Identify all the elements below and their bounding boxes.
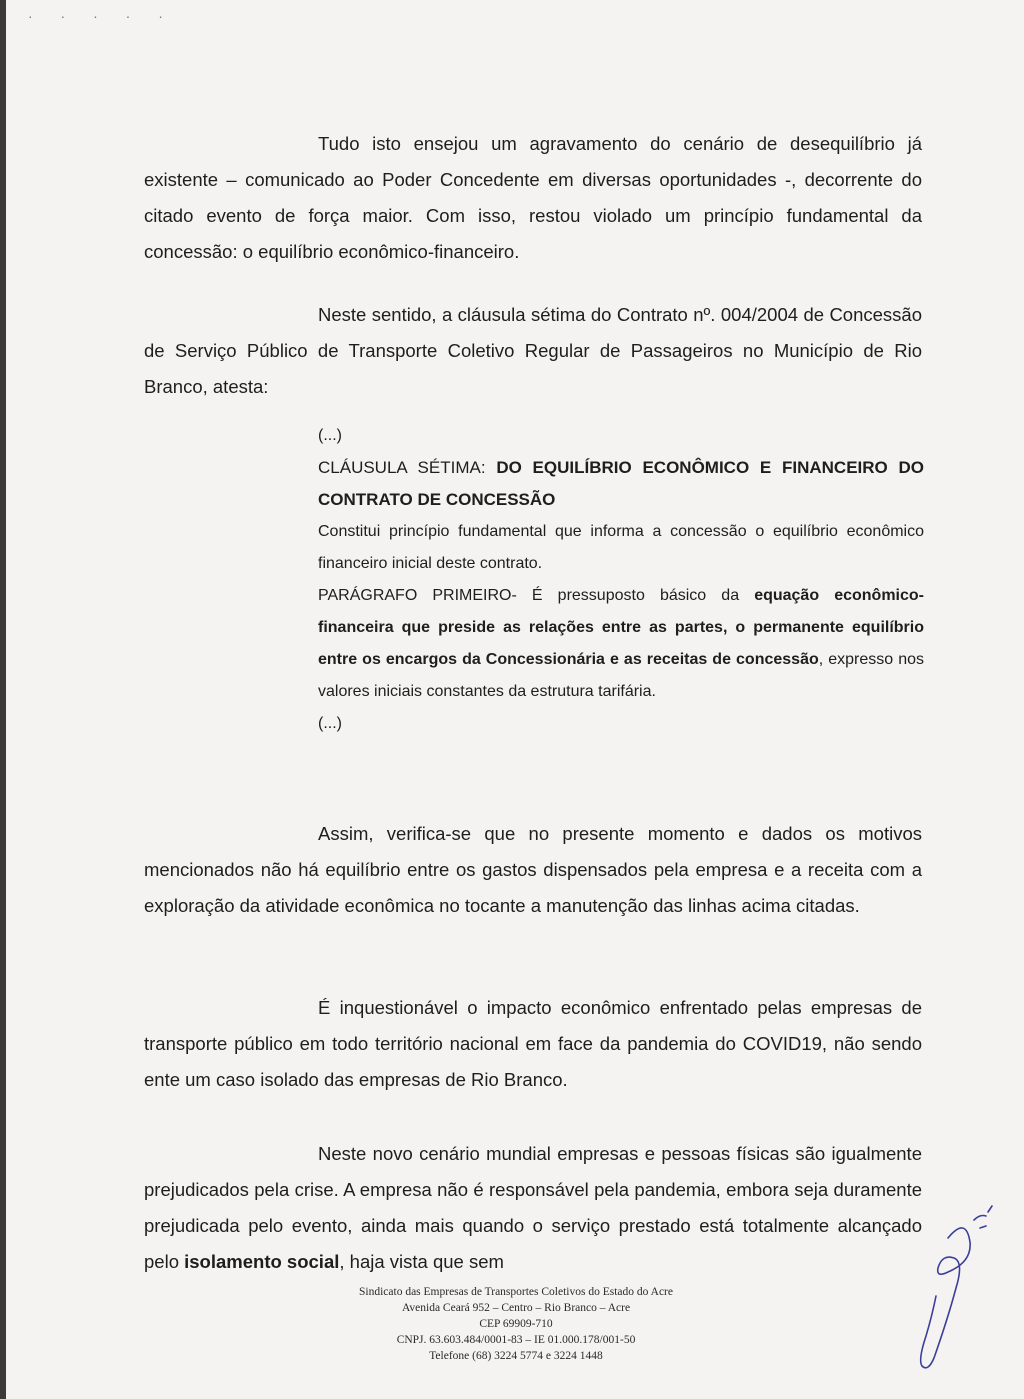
paragraph-2-text: Neste sentido, a cláusula sétima do Contrato nº. 004/2004 de Concessão de Serviço Público de Transporte Coletivo Regular de Passageiros no Município de Rio Branco, atesta: xyxy=(144,304,922,397)
paragraph-5-after: , haja vista que sem xyxy=(339,1251,504,1272)
footer-line-1: Sindicato das Empresas de Transportes Coletivos do Estado do Acre xyxy=(359,1286,673,1298)
paragraph-primeiro xyxy=(318,580,924,708)
paragraph-1-text: Tudo isto ensejou um agravamento do cenário de desequilíbrio já existente – comunicado ao Poder Concedente em diversas oportunidades -, decorrente do citado evento de força maior. Com isso, restou violado um princípio fundamental da concessão: o equilíbrio econômico-financeiro. xyxy=(144,133,922,262)
document-page xyxy=(6,0,1024,1399)
clause-title: DO EQUILÍBRIO ECONÔMICO E FINANCEIRO DO CONTRATO DE CONCESSÃO xyxy=(318,458,925,509)
handwritten-signature xyxy=(896,1190,1016,1390)
paragraph-5 xyxy=(144,1136,922,1280)
clause-label: CLÁUSULA SÉTIMA: xyxy=(318,458,497,477)
paragraph-primeiro-bold: equação econômico-financeira que preside as relações entre as partes, o permanente equilíbrio entre os encargos da Concessionária e as receitas de concessão xyxy=(318,587,924,668)
paragraph-2 xyxy=(144,297,922,405)
paragraph-3 xyxy=(144,816,922,924)
footer-line-4: CNPJ. 63.603.484/0001-83 – IE 01.000.178/001-50 xyxy=(396,1334,636,1346)
paragraph-3-text: Assim, verifica-se que no presente momento e dados os motivos mencionados não há equilíbrio entre os gastos dispensados pela empresa e a receita com a exploração da atividade econômica no tocante a manutenção das linhas acima citadas. xyxy=(144,823,922,916)
contract-quote xyxy=(318,420,924,740)
clause-text: Constitui princípio fundamental que informa a concessão o equilíbrio econômico financeiro inicial deste contrato. xyxy=(318,523,924,572)
footer-line-5: Telefone (68) 3224 5774 e 3224 1448 xyxy=(429,1350,603,1362)
clause-heading xyxy=(318,452,924,516)
scan-dots: · · · · · xyxy=(28,8,175,24)
paragraph-5-before: Neste novo cenário mundial empresas e pessoas físicas são igualmente prejudicados pela crise. A empresa não é responsável pela pandemia, embora seja duramente prejudicada pelo evento, ainda mais quando o serviço prestado está totalmente alcançado pelo xyxy=(144,1143,922,1272)
paragraph-5-bold: isolamento social xyxy=(184,1251,340,1272)
paragraph-primeiro-label: PARÁGRAFO PRIMEIRO- É pressuposto básico da xyxy=(318,587,755,604)
paragraph-5-text xyxy=(144,1136,922,1280)
paragraph-4 xyxy=(144,990,922,1098)
quote-ellipsis-close: (...) xyxy=(318,715,342,732)
footer-line-2: Avenida Ceará 952 – Centro – Rio Branco – Acre xyxy=(401,1302,631,1314)
paragraph-1 xyxy=(144,126,922,270)
quote-ellipsis-open: (...) xyxy=(318,427,342,444)
footer-line-3: CEP 69909-710 xyxy=(479,1318,553,1330)
letterhead-footer xyxy=(296,1284,736,1364)
paragraph-primeiro-rest: , expresso nos valores iniciais constantes da estrutura tarifária. xyxy=(318,651,925,700)
paragraph-4-text: É inquestionável o impacto econômico enfrentado pelas empresas de transporte público em todo território nacional em face da pandemia do COVID19, não sendo ente um caso isolado das empresas de Rio Branco. xyxy=(144,997,922,1090)
